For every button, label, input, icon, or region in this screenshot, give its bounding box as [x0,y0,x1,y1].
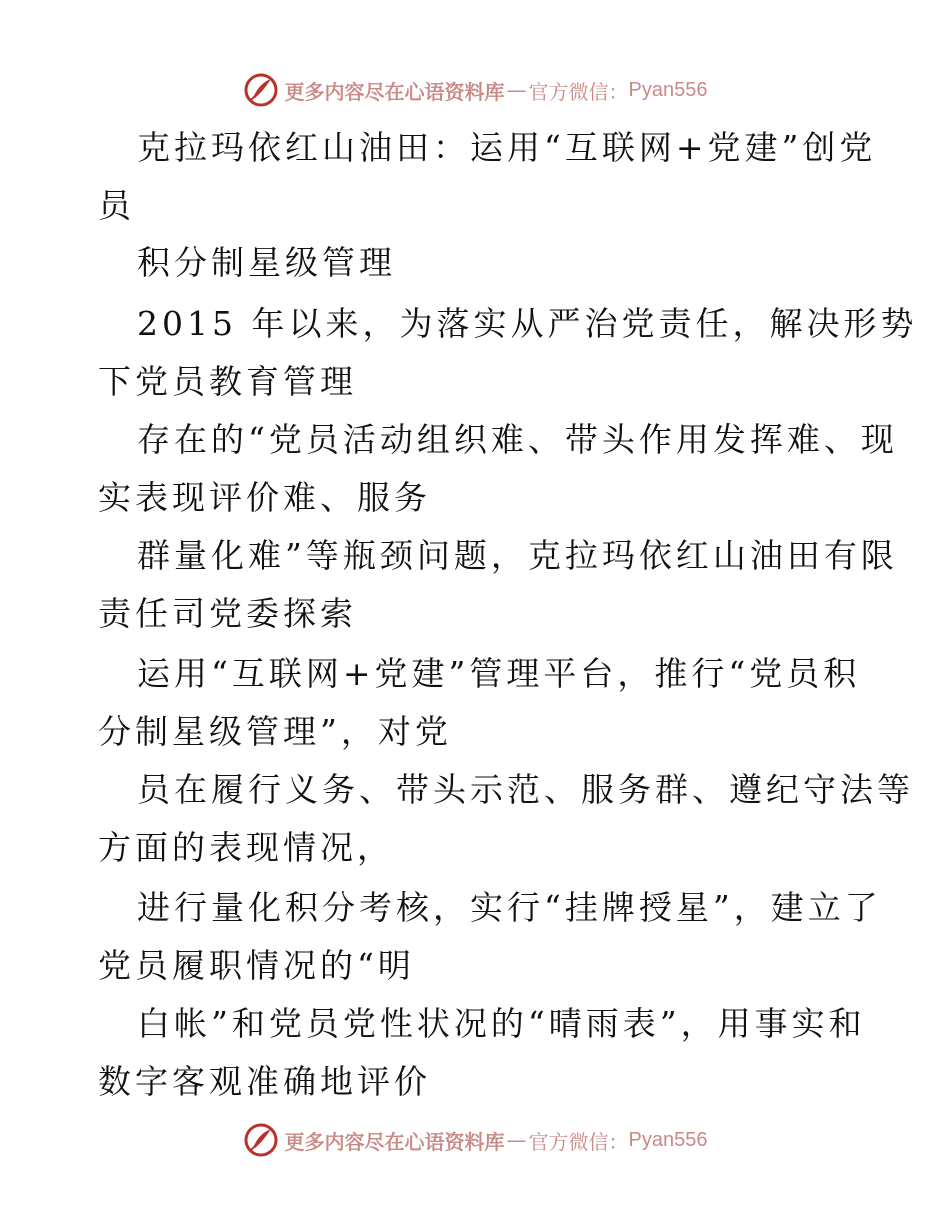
watermark-official-label: 官方微信： [528,79,629,104]
text-line: 群量化难”等瓶颈问题，克拉玛依红山油田有限 [137,536,898,575]
text-line: 2015 年以来，为落实从严治党责任，解决形势 [137,304,918,343]
text-line: 数字客观准确地评价 [98,1062,431,1101]
text-line: 白帐”和党员党性状况的“晴雨表”，用事实和 [137,1004,866,1043]
footer-watermark [0,1120,950,1160]
watermark-dash: — [506,78,527,102]
watermark-official-label: 官方微信： [528,1129,629,1154]
text-line: 方面的表现情况， [98,828,394,867]
text-line: 克拉玛依红山油田：运用“互联网+党建”创党 [137,128,877,167]
watermark-text: 更多内容尽在心语资料库 [284,1129,505,1154]
text-line: 责任司党委探索 [98,594,357,633]
text-line: 实表现评价难、服务 [98,478,431,517]
text-line: 分制星级管理”，对党 [98,712,452,751]
text-line: 党员履职情况的“明 [98,946,415,985]
feather-pen-logo-icon [243,1122,279,1158]
text-line: 积分制星级管理 [137,243,396,282]
text-line: 进行量化积分考核，实行“挂牌授星”，建立了 [137,888,882,927]
watermark-text: 更多内容尽在心语资料库 [284,79,505,104]
text-line: 员在履行义务、带头示范、服务群、遵纪守法等 [137,770,914,809]
text-line: 运用“互联网+党建”管理平台，推行“党员积 [137,654,861,693]
text-line: 存在的“党员活动组织难、带头作用发挥难、现 [137,420,898,459]
watermark-dash: — [506,1128,527,1152]
feather-pen-logo-icon [243,72,279,108]
watermark-wechat-id: Pyan556 [628,78,708,101]
watermark-wechat-id: Pyan556 [628,1128,708,1151]
text-line: 员 [98,186,135,225]
text-line: 下党员教育管理 [98,362,357,401]
header-watermark [0,70,950,110]
